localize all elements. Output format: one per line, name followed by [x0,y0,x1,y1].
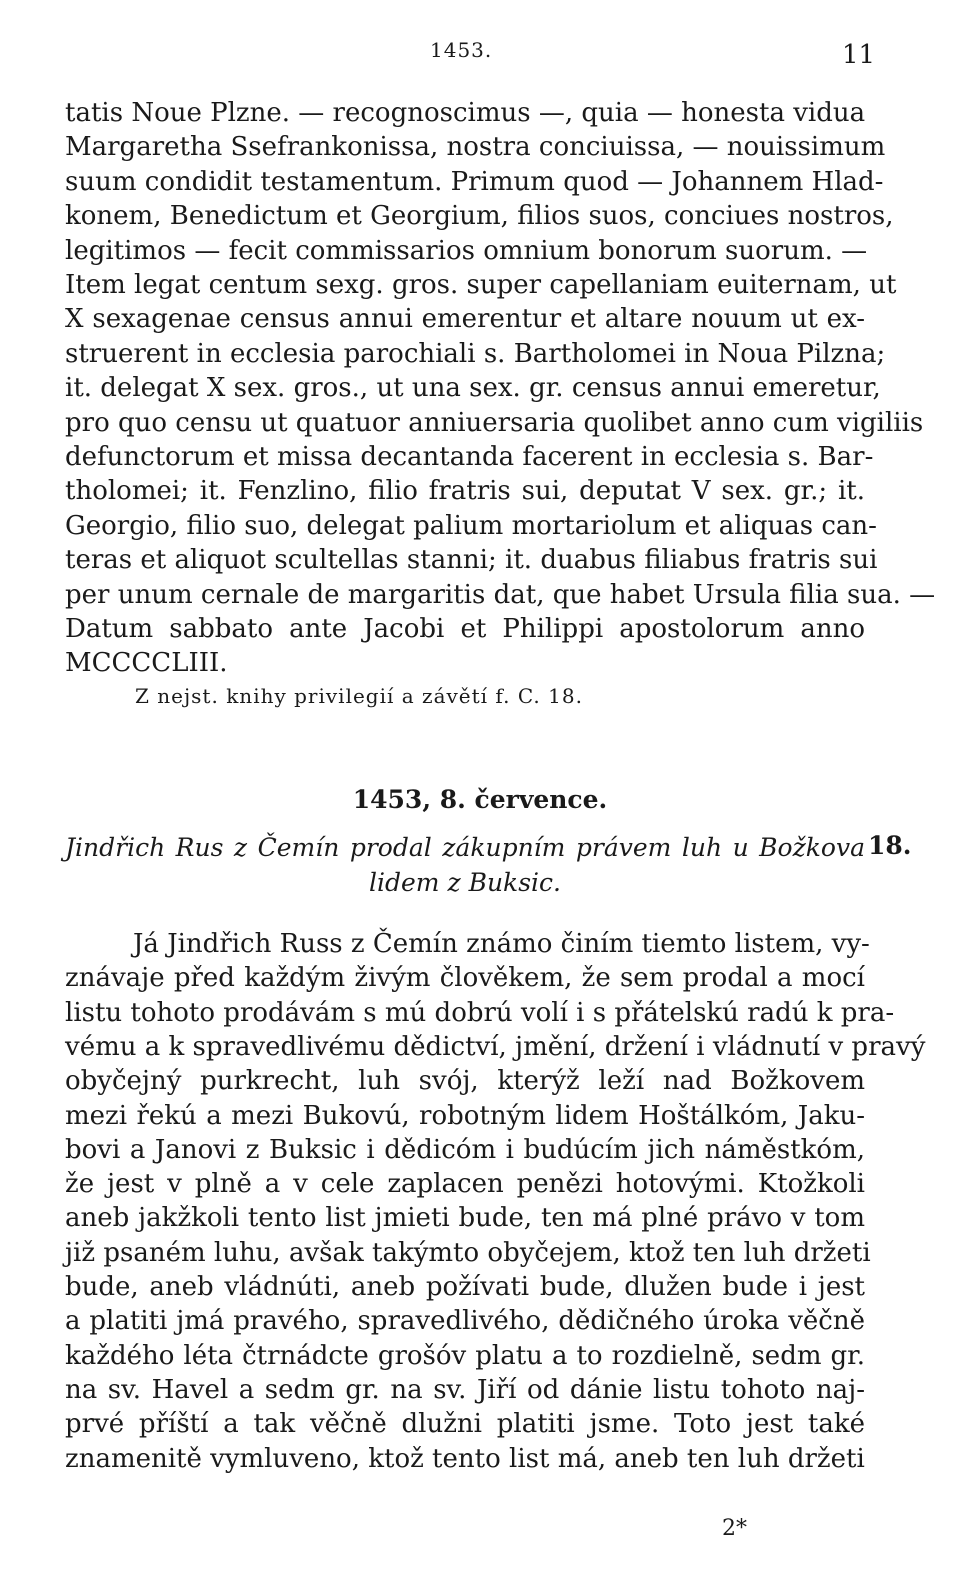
text-line: bude, aneb vládnúti, aneb požívati bude, dlužen bude i jest [65,1272,865,1302]
text-line: listu tohoto prodávám s mú dobrú volí i s přátelskú radú k pra- [65,997,895,1028]
entry-date-heading: 1453, 8. července. [352,785,608,814]
page-number: 11 [842,40,876,70]
text-line: teras et aliquot scultellas stanni; it. duabus filiabus fratris sui [65,545,878,576]
text-line: již psaném luhu, avšak takýmto obyčejem, ktož ten luh držeti [65,1237,871,1268]
text-line: per unum cernale de margaritis dat, que habet Ursula filia sua. — [65,579,936,610]
text-line: pro quo censu ut quatuor anniuersaria quolibet anno cum vigiliis [65,407,924,438]
text-line: X sexagenae census annui emerentur et altare nouum ut ex- [65,304,865,335]
entry-title-line-1: Jindřich Rus z Čemín prodal zákupním právem luh u Božkova [65,833,865,862]
text-line: prvé příští a tak věčně dlužni platiti jsme. Toto jest také [65,1409,865,1440]
text-line: struerent in ecclesia parochiali s. Bartholomei in Noua Pilzna; [65,338,886,369]
text-line: tholomei; it. Fenzlino, filio fratris sui, deputat V sex. gr.; it. [65,476,865,507]
text-line: defunctorum et missa decantanda facerent in ecclesia s. Bar- [65,442,874,472]
text-line: bovi a Janovi z Buksic i dědicóm i budúcím jich náměstkóm, [65,1134,865,1165]
running-header-year: 1453. [430,38,493,62]
text-line: na sv. Havel a sedm gr. na sv. Jiří od dánie listu tohoto naj- [65,1374,865,1405]
text-line: znávaje před každým živým člověkem, že sem prodal a mocí [65,963,865,994]
text-line: suum condidit testamentum. Primum quod — Johannem Hlad- [65,166,884,197]
entry-title-line-2: lidem z Buksic. [369,868,561,897]
text-line: a platiti jmá pravého, spravedlivého, dědičného úroka věčně [65,1306,865,1337]
text-line: znamenitě vymluveno, ktož tento list má, aneb ten luh držeti [65,1443,865,1474]
entry-number: 18. [868,831,912,860]
signature-mark: 2* [722,1516,747,1541]
text-line: vému a k spravedlivému dědictví, jmění, držení i vládnutí v pravý [65,1031,926,1062]
text-line: aneb jakžkoli tento list jmieti bude, ten má plné právo v tom [65,1203,865,1234]
text-line: mezi řekú a mezi Bukovú, robotným lidem Hoštálkóm, Jaku- [65,1100,865,1131]
text-line: každého léta čtrnádcte grošóv platu a to rozdielně, sedm gr. [65,1340,865,1371]
text-line: tatis Noue Plzne. — recognoscimus —, quia — honesta vidua [65,98,866,128]
text-line: že jest v plně a v cele zaplacen penězi hotovými. Ktožkoli [65,1169,865,1200]
text-line: Datum sabbato ante Jacobi et Philippi apostolorum anno [65,614,865,644]
text-line: it. delegat X sex. gros., ut una sex. gr. census annui emeretur, [65,373,881,404]
text-line: Já Jindřich Russ z Čemín známo činím tiemto listem, vy- [133,929,870,959]
text-line: Margaretha Ssefrankonissa, nostra conciuissa, — nouissimum [65,132,886,163]
text-line: obyčejný purkrecht, luh svój, kterýž leží nad Božkovem [65,1066,865,1097]
text-line: MCCCCLIII. [65,648,228,679]
source-note: Z nejst. knihy privilegií a závětí f. C. 18. [135,684,583,708]
text-line: legitimos — fecit commissarios omnium bonorum suorum. — [65,235,868,266]
text-line: Item legat centum sexg. gros. super capellaniam euiternam, ut [65,270,897,300]
text-line: Georgio, filio suo, delegat palium mortariolum et aliquas can- [65,510,877,541]
text-line: konem, Benedictum et Georgium, filios suos, conciues nostros, [65,201,894,232]
